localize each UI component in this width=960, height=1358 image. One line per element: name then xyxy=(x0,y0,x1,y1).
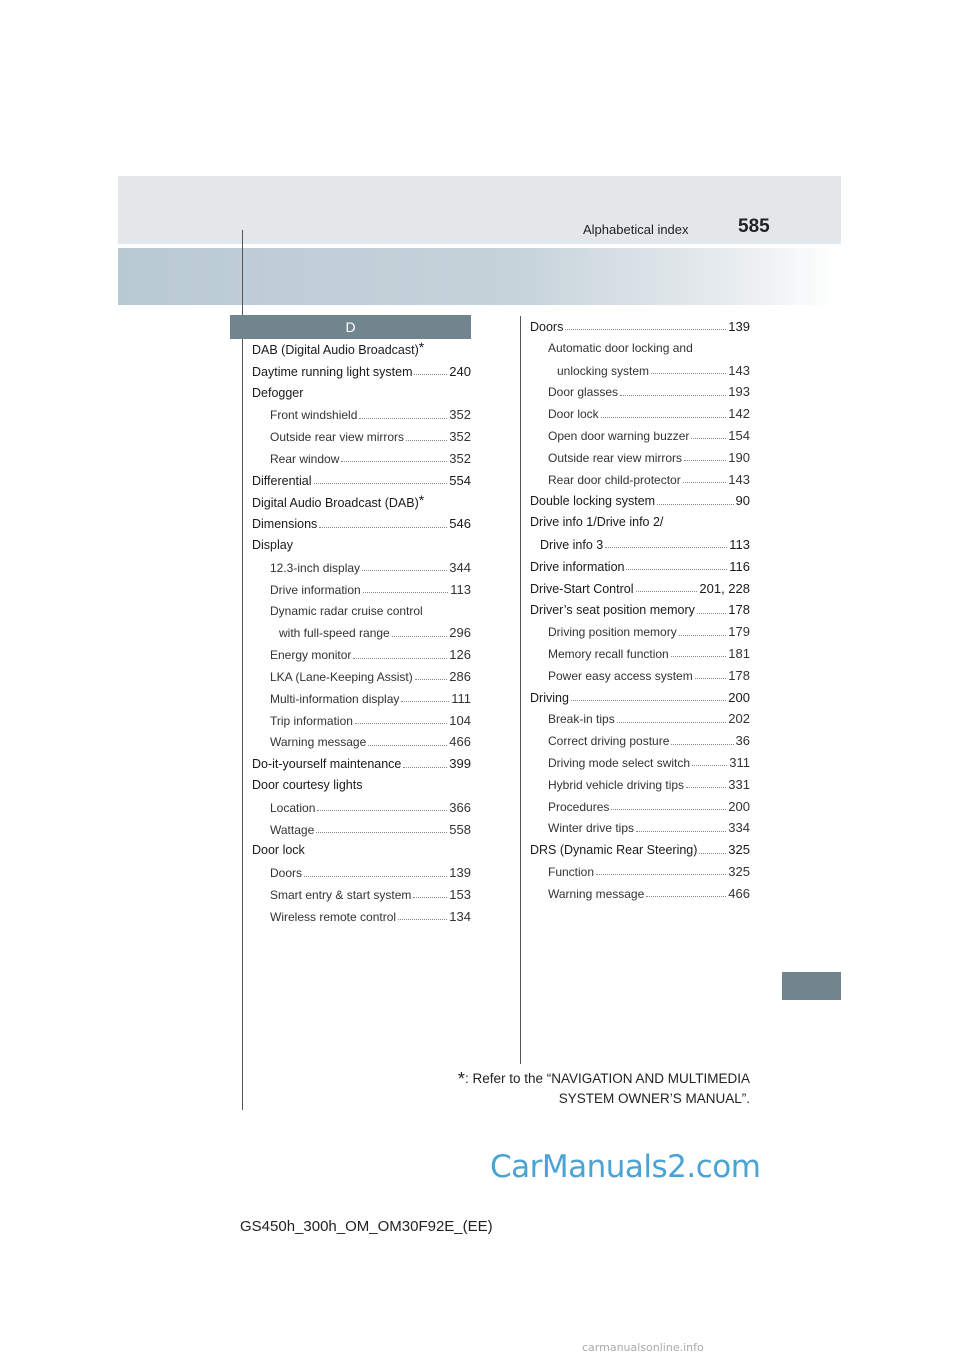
leader-dots xyxy=(406,440,447,441)
leader-dots xyxy=(684,460,726,461)
footnote-marker: * xyxy=(418,339,425,355)
index-entry-page: 181 xyxy=(728,645,750,661)
index-entry-page: 179 xyxy=(728,624,750,640)
index-entry xyxy=(530,796,750,818)
index-entry-text: Wireless remote control xyxy=(270,909,397,924)
index-entry-text: LKA (Lane-Keeping Assist) xyxy=(270,669,413,684)
index-entry-page: 143 xyxy=(728,471,750,487)
index-entry-page: 142 xyxy=(728,406,750,422)
index-entry xyxy=(252,426,471,448)
index-entry-page: 111 xyxy=(451,690,471,706)
index-entry-page: 554 xyxy=(449,472,471,488)
leader-dots xyxy=(314,483,448,484)
index-entry-page: 311 xyxy=(729,754,750,770)
index-entry-text: DAB (Digital Audio Broadcast) xyxy=(252,343,419,357)
footnote-marker: * xyxy=(418,491,425,508)
leader-dots xyxy=(692,765,727,766)
index-entry-text: Automatic door locking and xyxy=(548,340,693,355)
leader-dots xyxy=(362,570,447,571)
index-entry xyxy=(530,360,750,382)
index-entry xyxy=(530,447,750,469)
chapter-side-tab xyxy=(782,972,841,1000)
index-entry-text: Drive-Start Control xyxy=(530,581,634,596)
corner-watermark: carmanualsonline.info xyxy=(582,1341,704,1354)
index-entry-text: Correct driving posture xyxy=(548,734,670,749)
leader-dots xyxy=(671,656,727,657)
index-entry xyxy=(530,883,750,905)
index-entry-page: 113 xyxy=(450,581,471,597)
leader-dots xyxy=(657,504,733,505)
index-entry-text: Rear door child-protector xyxy=(548,472,681,487)
index-entry-page: 366 xyxy=(449,799,471,815)
leader-dots xyxy=(611,809,726,810)
index-entry-text: Procedures xyxy=(548,799,610,814)
leader-dots xyxy=(695,678,727,679)
footnote-star: * xyxy=(457,1069,465,1089)
leader-dots xyxy=(355,723,447,724)
leader-dots xyxy=(646,896,726,897)
index-entry-page: 116 xyxy=(729,558,750,574)
index-entry-page: 334 xyxy=(728,820,750,836)
leader-dots xyxy=(699,853,726,854)
index-entry-text: Front windshield xyxy=(270,408,358,423)
left-margin-rule xyxy=(242,230,243,1110)
index-entry-text: Door lock xyxy=(548,407,599,422)
index-entry-text: Memory recall function xyxy=(548,646,669,661)
document-id: GS450h_300h_OM_OM30F92E_(EE) xyxy=(240,1218,493,1235)
index-entry-page: 352 xyxy=(449,450,471,466)
index-entry xyxy=(530,534,750,556)
index-entry-text: Digital Audio Broadcast (DAB) xyxy=(252,495,419,510)
index-entry xyxy=(530,730,750,752)
index-entry-text: Dimensions xyxy=(252,517,318,532)
index-entry xyxy=(252,579,471,601)
index-entry xyxy=(252,775,471,797)
index-entry-page: 153 xyxy=(449,886,471,902)
index-entry-page: 139 xyxy=(728,319,750,334)
index-entry xyxy=(530,578,750,600)
index-entry-page: 325 xyxy=(728,863,750,879)
index-entry xyxy=(252,448,471,470)
index-entry xyxy=(252,884,471,906)
index-entry-text: Multi-information display xyxy=(270,691,400,706)
index-entry-text: Double locking system xyxy=(530,494,656,509)
index-entry xyxy=(530,338,750,360)
index-entry-page: 36 xyxy=(735,733,750,749)
index-entry-text: Doors xyxy=(270,866,303,881)
column-divider xyxy=(520,316,521,1064)
leader-dots xyxy=(392,636,448,637)
leader-dots xyxy=(697,613,726,614)
index-entry-page: 134 xyxy=(449,908,471,924)
leader-dots xyxy=(636,831,726,832)
index-column-right xyxy=(530,316,750,905)
leader-dots xyxy=(414,374,447,375)
index-entry xyxy=(252,339,471,361)
index-entry-text: 12.3-inch display xyxy=(270,560,361,575)
index-entry-text: Drive information xyxy=(530,559,625,574)
leader-dots xyxy=(359,418,447,419)
index-entry xyxy=(252,535,471,557)
index-entry-text: Driver’s seat position memory xyxy=(530,603,695,618)
index-entry xyxy=(530,774,750,796)
index-entry-text: Wattage xyxy=(270,822,315,837)
index-entry xyxy=(252,644,471,666)
leader-dots xyxy=(679,635,727,636)
header-band xyxy=(118,248,841,305)
index-entry-page: 139 xyxy=(449,865,471,881)
index-entry-page: 201, 228 xyxy=(699,580,750,596)
index-entry-text: Location xyxy=(270,800,316,815)
index-entry-text: Drive info 1/Drive info 2/ xyxy=(530,515,664,530)
footnote-line-2: SYSTEM OWNER’S MANUAL”. xyxy=(558,1091,750,1106)
index-entry-page: 546 xyxy=(449,516,471,532)
index-entry-text: Dynamic radar cruise control xyxy=(270,603,423,618)
index-entry-page: 193 xyxy=(728,384,750,400)
index-entry-text: Hybrid vehicle driving tips xyxy=(548,777,685,792)
leader-dots xyxy=(415,679,448,680)
index-entry-text: Power easy access system xyxy=(548,668,693,683)
index-entry-text: Door courtesy lights xyxy=(252,777,363,792)
leader-dots xyxy=(686,787,726,788)
leader-dots xyxy=(636,591,698,592)
leader-dots xyxy=(565,329,726,330)
index-entry-text: Outside rear view mirrors xyxy=(548,450,683,465)
index-entry xyxy=(252,492,471,514)
index-entry-page: 466 xyxy=(728,885,750,901)
index-entry-page: 344 xyxy=(449,559,471,575)
index-entry xyxy=(530,490,750,512)
index-entry xyxy=(252,601,471,623)
index-entry-page: 399 xyxy=(449,756,471,772)
index-entry-page: 90 xyxy=(735,493,750,509)
index-entry xyxy=(252,666,471,688)
index-entry xyxy=(530,381,750,403)
index-entry-text: Warning message xyxy=(270,735,367,750)
leader-dots xyxy=(363,592,449,593)
index-entry-text: Display xyxy=(252,538,293,553)
index-entry xyxy=(252,383,471,405)
index-entry-text: Driving xyxy=(530,690,569,705)
index-entry-text: Door lock xyxy=(252,843,305,858)
index-entry xyxy=(252,622,471,644)
index-entry xyxy=(530,599,750,621)
index-entry-text: Open door warning buzzer xyxy=(548,428,690,443)
leader-dots xyxy=(398,919,447,920)
index-entry-text: Defogger xyxy=(252,385,304,400)
index-entry xyxy=(252,361,471,383)
index-entry xyxy=(530,861,750,883)
leader-dots xyxy=(319,527,447,528)
index-entry xyxy=(252,513,471,535)
index-entry xyxy=(252,470,471,492)
index-entry-text: Winter drive tips xyxy=(548,821,635,836)
index-entry xyxy=(252,710,471,732)
index-entry-text: Break-in tips xyxy=(548,712,615,727)
index-entry-page: 143 xyxy=(728,362,750,378)
index-entry-page: 178 xyxy=(728,667,750,683)
index-entry xyxy=(252,862,471,884)
leader-dots xyxy=(413,897,447,898)
index-entry xyxy=(530,469,750,491)
index-entry-text: Door glasses xyxy=(548,385,619,400)
index-entry-text: Doors xyxy=(530,320,564,334)
index-entry-text: DRS (Dynamic Rear Steering) xyxy=(530,843,698,858)
leader-dots xyxy=(341,461,447,462)
index-entry xyxy=(252,906,471,928)
index-entry-page: 352 xyxy=(449,407,471,423)
index-entry xyxy=(252,731,471,753)
index-entry-page: 558 xyxy=(449,821,471,837)
leader-dots xyxy=(403,767,447,768)
index-entry-text: Smart entry & start system xyxy=(270,887,412,902)
leader-dots xyxy=(651,373,726,374)
leader-dots xyxy=(353,658,447,659)
index-entry xyxy=(252,557,471,579)
index-entry-text: with full-speed range xyxy=(279,626,390,641)
index-entry xyxy=(252,819,471,841)
index-entry xyxy=(530,556,750,578)
index-entry-text: Differential xyxy=(252,473,312,488)
leader-dots xyxy=(304,876,447,877)
leader-dots xyxy=(620,395,726,396)
index-entry-page: 126 xyxy=(449,647,471,663)
index-entry-page: 286 xyxy=(449,668,471,684)
index-entry-page: 331 xyxy=(728,776,750,792)
index-entry-text: Energy monitor xyxy=(270,648,352,663)
index-entry-text: Driving mode select switch xyxy=(548,755,691,770)
index-entry xyxy=(530,512,750,534)
leader-dots xyxy=(368,745,447,746)
leader-dots xyxy=(316,832,447,833)
index-entry xyxy=(252,688,471,710)
index-entry-page: 352 xyxy=(449,429,471,445)
index-entry-page: 240 xyxy=(449,363,471,379)
index-entry-text: Daytime running light system xyxy=(252,364,413,379)
leader-dots xyxy=(601,417,727,418)
leader-dots xyxy=(317,810,447,811)
index-column-left xyxy=(252,339,471,928)
index-entry-text: Rear window xyxy=(270,451,340,466)
index-entry-page: 200 xyxy=(728,798,750,814)
index-entry xyxy=(530,665,750,687)
index-entry-text: Drive information xyxy=(270,582,361,597)
index-entry-page: 154 xyxy=(728,427,750,443)
index-entry xyxy=(530,403,750,425)
footnote-line-1: : Refer to the “NAVIGATION AND MULTIMEDIA xyxy=(464,1071,750,1086)
index-entry xyxy=(530,752,750,774)
index-entry-text: Drive info 3 xyxy=(540,537,604,552)
index-entry-page: 178 xyxy=(728,602,750,618)
index-entry xyxy=(530,708,750,730)
index-entry-text: Warning message xyxy=(548,886,645,901)
index-entry-page: 104 xyxy=(449,712,471,728)
index-entry-page: 296 xyxy=(449,625,471,641)
leader-dots xyxy=(617,722,727,723)
leader-dots xyxy=(683,482,727,483)
index-entry xyxy=(252,840,471,862)
leader-dots xyxy=(626,569,727,570)
index-entry-page: 200 xyxy=(728,689,750,705)
index-entry-text: Driving position memory xyxy=(548,625,677,640)
index-entry-page: 325 xyxy=(728,842,750,858)
header-title: Alphabetical index xyxy=(583,222,689,237)
index-entry-page: 466 xyxy=(449,734,471,750)
index-entry-text: Outside rear view mirrors xyxy=(270,430,405,445)
page-number: 585 xyxy=(738,216,770,237)
index-entry xyxy=(530,839,750,861)
index-entry-text: Function xyxy=(548,864,595,879)
index-entry-page: 113 xyxy=(729,536,750,552)
leader-dots xyxy=(571,700,726,701)
index-entry xyxy=(530,621,750,643)
watermark[interactable]: CarManuals2.com xyxy=(490,1149,761,1185)
section-letter-tab: D xyxy=(230,315,471,339)
index-entry-page: 190 xyxy=(728,449,750,465)
leader-dots xyxy=(605,547,727,548)
index-entry xyxy=(530,687,750,709)
index-entry xyxy=(530,425,750,447)
header-bar xyxy=(118,176,841,244)
index-entry-text: Trip information xyxy=(270,713,353,728)
index-entry xyxy=(252,404,471,426)
leader-dots xyxy=(671,744,733,745)
index-entry xyxy=(530,643,750,665)
index-entry-page: 202 xyxy=(728,711,750,727)
index-entry-text: Do-it-yourself maintenance xyxy=(252,757,402,772)
index-entry xyxy=(252,797,471,819)
index-entry xyxy=(530,316,750,338)
leader-dots xyxy=(691,438,726,439)
leader-dots xyxy=(596,874,726,875)
index-entry-text: unlocking system xyxy=(557,363,650,378)
index-entry xyxy=(252,753,471,775)
footnote xyxy=(380,1069,750,1108)
leader-dots xyxy=(401,701,449,702)
index-entry xyxy=(530,817,750,839)
